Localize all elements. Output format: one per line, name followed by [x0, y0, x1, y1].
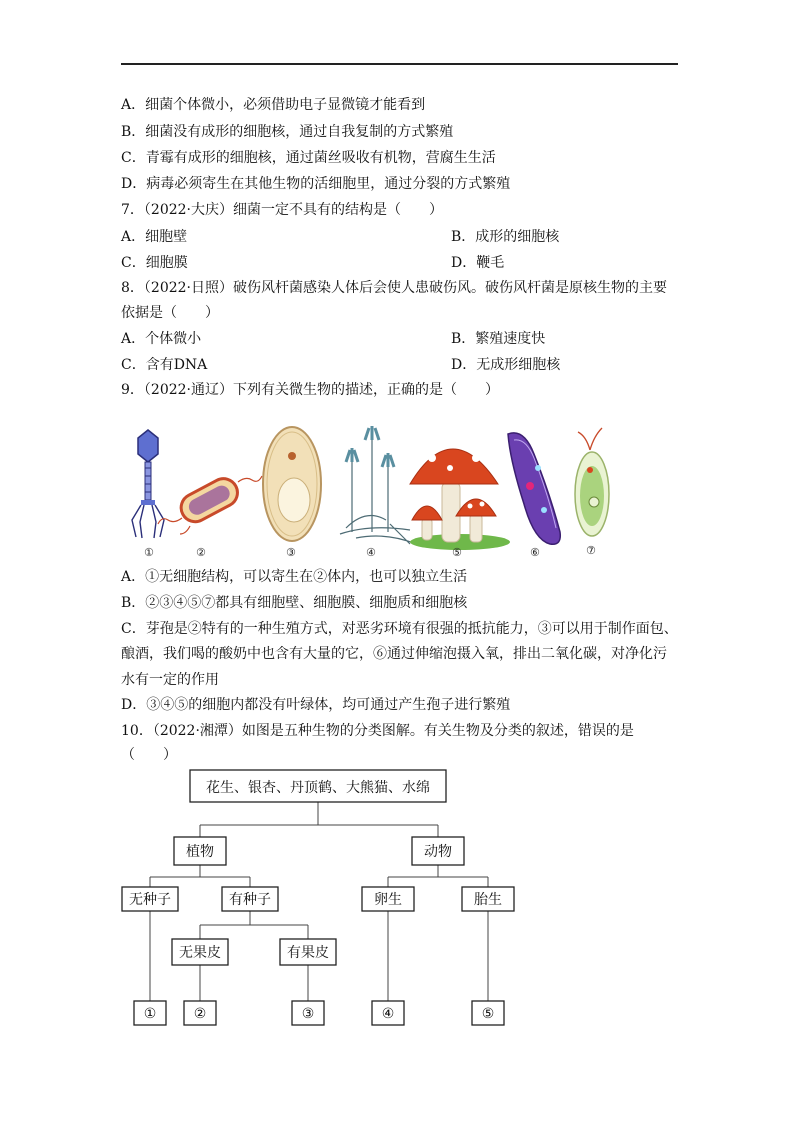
q9-option-a: A．①无细胞结构，可以寄生在②体内，也可以独立生活 — [121, 569, 468, 585]
figure-label-7: ⑦ — [586, 544, 596, 557]
q8-option-c: C．含有DNA — [121, 357, 208, 373]
q8-stem-2: 依据是（ ） — [121, 305, 219, 321]
tree-seed-label: 有种子 — [229, 892, 271, 908]
euglena-illustration — [575, 428, 609, 536]
q9-option-c-1: C．芽孢是②特有的一种生殖方式，对恶劣环境有很强的抵抗能力，③可以用于制作面包、 — [121, 621, 678, 637]
header-rule — [121, 63, 678, 65]
q6-option-b: B．细菌没有成形的细胞核，通过自我复制的方式繁殖 — [121, 124, 454, 140]
q9-stem: 9．（2022·通辽）下列有关微生物的描述，正确的是（ ） — [121, 382, 499, 398]
q7-option-a: A．细胞壁 — [121, 229, 188, 245]
figure-label-1: ① — [144, 546, 154, 559]
q6-option-d: D．病毒必须寄生在其他生物的活细胞里，通过分裂的方式繁殖 — [121, 176, 511, 192]
yeast-cell-illustration — [263, 427, 321, 541]
tree-no-seed-label: 无种子 — [129, 892, 171, 908]
paramecium-illustration — [508, 433, 560, 544]
q7-option-d: D．鞭毛 — [451, 255, 505, 271]
q10-stem-1: 10．（2022·湘潭）如图是五种生物的分类图解。有关生物及分类的叙述，错误的是 — [121, 723, 634, 739]
tree-leaf-1-label: ① — [143, 1006, 157, 1022]
tree-leaf-3-label: ③ — [301, 1006, 315, 1022]
tree-root-label: 花生、银杏、丹顶鹤、大熊猫、水绵 — [206, 780, 430, 796]
classification-diagram — [120, 765, 520, 1035]
tree-pericarp-label: 有果皮 — [287, 945, 329, 961]
q8-option-a: A．个体微小 — [121, 331, 202, 347]
tree-viviparous-label: 胎生 — [474, 892, 502, 908]
q6-option-c: C．青霉有成形的细胞核，通过菌丝吸收有机物，营腐生生活 — [121, 150, 496, 166]
tree-no-pericarp-label: 无果皮 — [179, 945, 221, 961]
tree-plant-label: 植物 — [186, 844, 214, 860]
q8-option-b: B．繁殖速度快 — [451, 331, 546, 347]
q9-option-c-3: 水有一定的作用 — [121, 672, 219, 688]
q9-option-b: B．②③④⑤⑦都具有细胞壁、细胞膜、细胞质和细胞核 — [121, 595, 468, 611]
tree-leaf-2-label: ② — [193, 1006, 207, 1022]
q7-stem: 7．（2022·大庆）细菌一定不具有的结构是（ ） — [121, 202, 443, 218]
figure-label-3: ③ — [286, 546, 296, 559]
microorganism-figure — [120, 422, 640, 562]
mushroom-illustration — [410, 440, 510, 550]
tree-animal-label: 动物 — [424, 844, 452, 860]
tree-leaf-5-label: ⑤ — [481, 1006, 495, 1022]
q9-option-c-2: 酿酒，我们喝的酸奶中也含有大量的它，⑥通过伸缩泡摄入氧，排出二氧化碳，对净化污 — [121, 646, 667, 662]
q6-option-a: A．细菌个体微小，必须借助电子显微镜才能看到 — [121, 97, 426, 113]
q8-option-d: D．无成形细胞核 — [451, 357, 561, 373]
figure-label-5: ⑤ — [452, 546, 462, 559]
bacterium-illustration — [158, 474, 262, 534]
mold-illustration — [340, 426, 416, 544]
figure-label-6: ⑥ — [530, 546, 540, 559]
q9-option-d: D．③④⑤的细胞内都没有叶绿体，均可通过产生孢子进行繁殖 — [121, 697, 511, 713]
tree-leaf-4-label: ④ — [381, 1006, 395, 1022]
q10-stem-2: （ ） — [121, 747, 177, 763]
figure-label-4: ④ — [366, 546, 376, 559]
q8-stem-1: 8．（2022·日照）破伤风杆菌感染人体后会使人患破伤风。破伤风杆菌是原核生物的主要 — [121, 280, 667, 296]
q7-option-c: C．细胞膜 — [121, 255, 188, 271]
q7-option-b: B．成形的细胞核 — [451, 229, 560, 245]
figure-label-2: ② — [196, 546, 206, 559]
tree-oviparous-label: 卵生 — [374, 892, 402, 908]
